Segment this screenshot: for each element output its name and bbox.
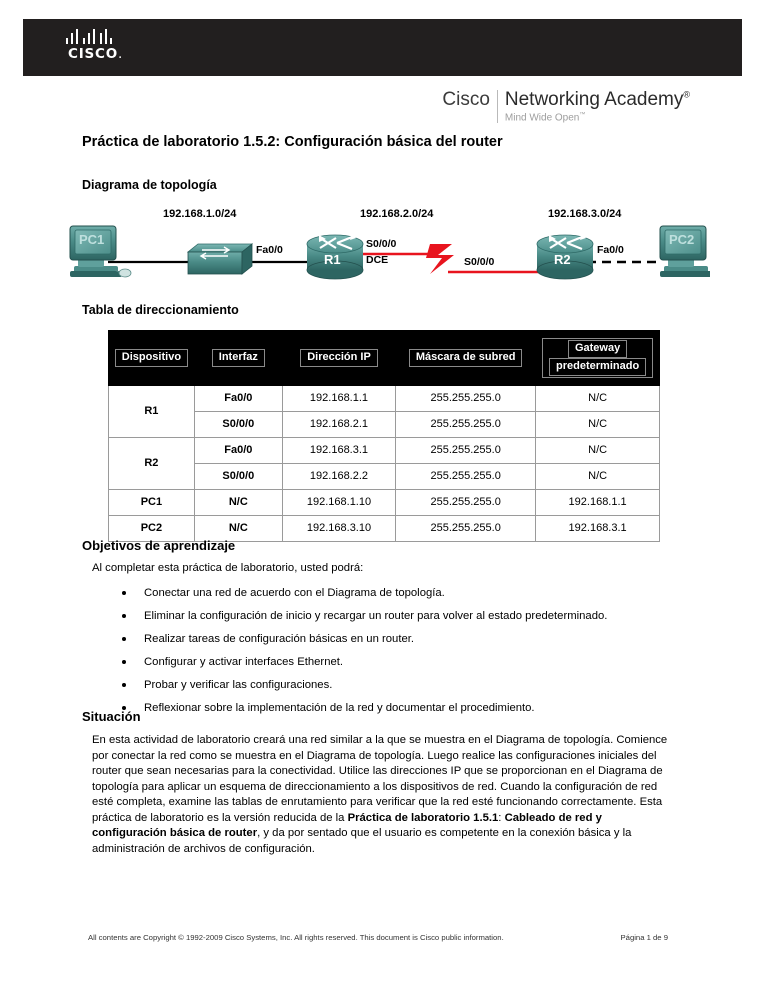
cell-mask: 255.255.255.0 — [396, 463, 536, 489]
topology-diagram — [60, 200, 710, 295]
cell-interface: N/C — [194, 515, 282, 541]
cell-device: R2 — [109, 437, 195, 489]
cisco-bridge-icon — [66, 28, 114, 44]
page-title: Práctica de laboratorio 1.5.2: Configuración básica del router — [82, 134, 503, 150]
heading-scenario: Situación — [82, 709, 141, 724]
heading-topology: Diagrama de topología — [82, 178, 217, 192]
interface-label-s0-0-0-r2: S0/0/0 — [464, 256, 495, 268]
heading-addressing-table: Tabla de direccionamiento — [82, 303, 239, 317]
cell-gateway: N/C — [536, 463, 660, 489]
objective-text: Configurar y activar interfaces Ethernet. — [144, 656, 344, 669]
list-item — [118, 678, 678, 694]
objectives-list — [118, 586, 678, 724]
interface-label-fa0-0-r1: Fa0/0 — [256, 244, 283, 256]
academy-title-text: Networking Academy — [504, 89, 684, 110]
cell-mask: 255.255.255.0 — [396, 489, 536, 515]
scenario-bold-lab-title: Cableado de red y configuración básica de router — [92, 811, 602, 840]
footer-page-number: Página 1 de 9 — [620, 933, 668, 942]
switch-icon — [188, 244, 252, 274]
cell-gateway: 192.168.3.1 — [536, 515, 660, 541]
list-item — [118, 609, 678, 625]
serial-bolt-icon — [426, 244, 454, 274]
bullet-dot-icon — [122, 591, 126, 595]
objective-text: Eliminar la configuración de inicio y recargar un router para volver al estado predeterminado. — [144, 610, 608, 623]
scenario-part2: , y da por sentado que el usuario es competente en la conexión básica y la administración de archivos de configuración. — [92, 827, 632, 856]
column-header-interface: Interfaz — [194, 331, 282, 386]
table-row — [109, 437, 660, 463]
cell-interface: S0/0/0 — [194, 411, 282, 437]
pc1-label: PC1 — [79, 232, 105, 247]
cell-device: PC2 — [109, 515, 195, 541]
objective-text: Realizar tareas de configuración básicas en un router. — [144, 633, 415, 646]
table-row — [109, 489, 660, 515]
bullet-dot-icon — [122, 683, 126, 687]
list-item — [118, 655, 678, 671]
cell-device: R1 — [109, 385, 195, 437]
cisco-wordmark-text: CISCO — [68, 46, 119, 62]
network-label-3: 192.168.3.0/24 — [548, 208, 622, 220]
networking-academy-logo — [442, 90, 690, 123]
cell-device: PC1 — [109, 489, 195, 515]
column-header-device: Dispositivo — [109, 331, 195, 386]
list-item — [118, 701, 678, 717]
bullet-dot-icon — [122, 614, 126, 618]
scenario-bold-lab-ref: Práctica de laboratorio 1.5.1 — [347, 811, 499, 824]
academy-tagline — [505, 112, 690, 123]
scenario-mid: : — [498, 811, 505, 824]
cisco-wordmark-dot: . — [118, 46, 124, 62]
cisco-logo — [66, 28, 126, 68]
cell-ip: 192.168.3.1 — [282, 437, 395, 463]
table-header-row — [109, 331, 660, 386]
list-item — [118, 632, 678, 648]
cisco-header-banner — [23, 19, 742, 76]
heading-objectives: Objetivos de aprendizaje — [82, 538, 236, 553]
cell-gateway: 192.168.1.1 — [536, 489, 660, 515]
academy-tagline-text: Mind Wide Open — [504, 112, 580, 124]
cell-interface: Fa0/0 — [194, 385, 282, 411]
r1-label: R1 — [324, 252, 341, 267]
r2-label: R2 — [554, 252, 571, 267]
cell-ip: 192.168.1.1 — [282, 385, 395, 411]
interface-label-dce: DCE — [366, 254, 389, 266]
academy-registered-mark: ® — [683, 89, 690, 100]
page-footer — [88, 933, 668, 942]
column-header-gateway: Gateway predeterminado — [536, 331, 660, 386]
cell-mask: 255.255.255.0 — [396, 411, 536, 437]
cell-interface: Fa0/0 — [194, 437, 282, 463]
cell-ip: 192.168.1.10 — [282, 489, 395, 515]
cell-mask: 255.255.255.0 — [396, 515, 536, 541]
cell-mask: 255.255.255.0 — [396, 437, 536, 463]
scenario-part1: En esta actividad de laboratorio creará una red similar a la que se muestra en el Diagrama de topología. Comience por conectar la red como se muestra en el Diagrama de topología. Luego realice las configuraciones iniciales del router que sean necesarias para la conectividad. Utilice las direcciones IP que se proporcionan en el Diagrama de topología para aplicar un esquema de direccionamiento a los dispositivos de red. Cuando la configuración de red esté completa, examine las tablas de enrutamiento para verificar que la red esté funcionando correctamente. Esta práctica de laboratorio es la versión reducida de la — [92, 734, 668, 824]
objective-text: Conectar una red de acuerdo con el Diagrama de topología. — [144, 587, 445, 599]
network-label-1: 192.168.1.0/24 — [163, 208, 237, 220]
cell-ip: 192.168.2.2 — [282, 463, 395, 489]
academy-cisco-text: Cisco — [442, 89, 490, 110]
academy-divider — [497, 90, 498, 123]
interface-label-fa0-0-r2: Fa0/0 — [597, 244, 624, 256]
cell-gateway: N/C — [536, 437, 660, 463]
bullet-dot-icon — [122, 660, 126, 664]
objective-text: Probar y verificar las configuraciones. — [144, 679, 333, 692]
addressing-table — [108, 330, 660, 542]
academy-title — [505, 90, 690, 109]
scenario-paragraph — [92, 733, 670, 858]
interface-label-s0-0-0-r1: S0/0/0 — [366, 238, 397, 250]
cell-interface: S0/0/0 — [194, 463, 282, 489]
pc2-label: PC2 — [669, 232, 695, 247]
network-label-2: 192.168.2.0/24 — [360, 208, 434, 220]
column-header-ip: Dirección IP — [282, 331, 395, 386]
footer-copyright: All contents are Copyright © 1992-2009 Cisco Systems, Inc. All rights reserved. This document is Cisco public information. — [88, 933, 504, 942]
bullet-dot-icon — [122, 637, 126, 641]
objectives-intro: Al completar esta práctica de laboratorio, usted podrá: — [92, 562, 364, 574]
cell-gateway: N/C — [536, 411, 660, 437]
cell-interface: N/C — [194, 489, 282, 515]
list-item — [118, 586, 678, 602]
cisco-wordmark — [68, 46, 126, 62]
cell-ip: 192.168.3.10 — [282, 515, 395, 541]
cell-ip: 192.168.2.1 — [282, 411, 395, 437]
cell-mask: 255.255.255.0 — [396, 385, 536, 411]
column-header-mask: Máscara de subred — [396, 331, 536, 386]
table-row — [109, 385, 660, 411]
objective-text: Reflexionar sobre la implementación de la red y documentar el procedimiento. — [144, 702, 535, 715]
cell-gateway: N/C — [536, 385, 660, 411]
academy-tm-mark: ™ — [579, 112, 586, 118]
